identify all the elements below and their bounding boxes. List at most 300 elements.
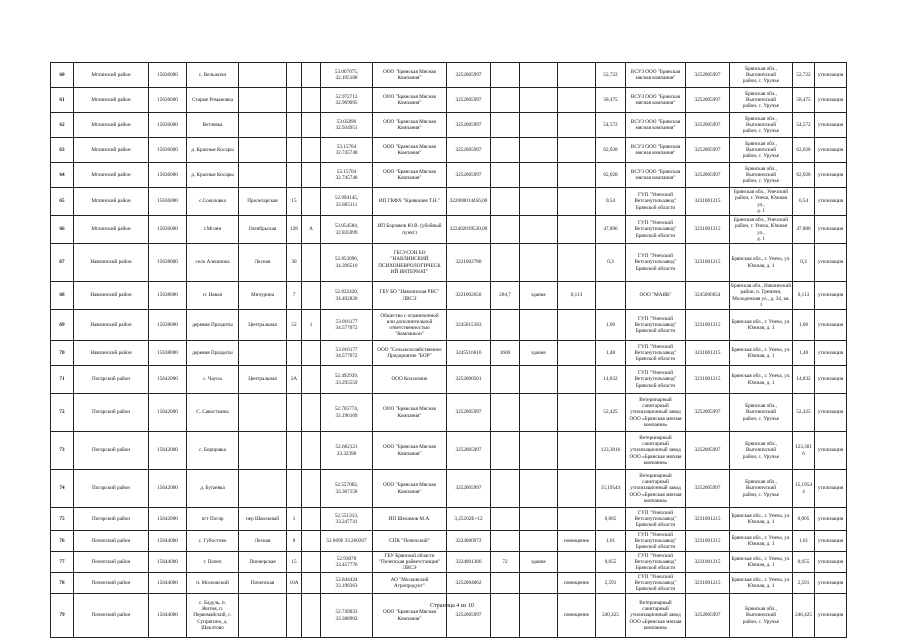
table-cell: 1: [287, 508, 302, 531]
table-cell: [287, 63, 302, 88]
table-cell: 3252005997: [686, 432, 730, 470]
table-cell: [491, 531, 520, 552]
table-cell: 3221002650: [447, 282, 491, 310]
table-cell: ООО "Брянская Мясная Компания": [373, 470, 447, 508]
table-cell: 15638000: [149, 282, 187, 310]
table-cell: 204,7: [491, 282, 520, 310]
table-cell: ГУП "Унечский Ветсанутильзавод" Брянской области: [626, 531, 686, 552]
table-cell: 53.016177 34.577072: [321, 341, 373, 366]
table-cell: 3252005997: [686, 113, 730, 138]
row-number-cell: 62: [51, 113, 74, 138]
table-row: [51, 552, 847, 573]
table-cell: Старые Романовка: [187, 88, 239, 113]
table-cell: 0,005: [793, 508, 815, 531]
table-cell: Мглинский район: [74, 138, 149, 163]
table-cell: здание: [520, 552, 558, 573]
table-cell: [491, 63, 520, 88]
table-cell: утилизация: [815, 310, 847, 341]
table-cell: 0,113: [793, 282, 815, 310]
table-cell: ГУП "Унечский Ветсанутильзавод" Брянской области: [626, 216, 686, 244]
table-cell: [558, 138, 596, 163]
table-cell: 0,3: [596, 244, 626, 282]
table-cell: ВСУЗ ООО "Брянская мясная компания": [626, 88, 686, 113]
table-cell: ООО "Брянская Мясная Компания": [373, 88, 447, 113]
row-number-cell: 60: [51, 63, 74, 88]
table-cell: утилизация: [815, 594, 847, 638]
table-cell: г. Почеп: [187, 552, 239, 573]
row-number-cell: 77: [51, 552, 74, 573]
table-cell: 15644000: [149, 573, 187, 594]
table-cell: [596, 282, 626, 310]
table-cell: Брянская обл., г. Унеча, ул. Южная, д. 1: [730, 366, 793, 394]
table-row: [51, 88, 847, 113]
table-cell: Лесная: [239, 531, 287, 552]
table-cell: [302, 470, 321, 508]
table-cell: утилизация: [815, 216, 847, 244]
row-number-cell: 68: [51, 282, 74, 310]
table-cell: [558, 113, 596, 138]
table-cell: утилизация: [815, 188, 847, 216]
table-cell: г.Мглин: [187, 216, 239, 244]
table-row: [51, 432, 847, 470]
table-cell: 52.844424 33.196363: [321, 573, 373, 594]
table-cell: Мглинский район: [74, 163, 149, 188]
table-cell: Ветеринарный санитарный утилизационный завод ООО «Брянская мясная компания»: [626, 394, 686, 432]
table-row: [51, 63, 847, 88]
table-cell: 3252005997: [447, 470, 491, 508]
table-cell: 0,055: [596, 552, 626, 573]
table-cell: Брянская обл., Выгоничский район, с. Уручье: [730, 163, 793, 188]
table-cell: 15636000: [149, 163, 187, 188]
table-cell: Брянская обл., Выгоничский район, с. Уручье: [730, 394, 793, 432]
table-cell: [302, 594, 321, 638]
table-cell: 62,028: [596, 138, 626, 163]
table-cell: 52.8696 33.260267: [321, 531, 373, 552]
table-cell: ООО "Брянская Мясная Компания": [373, 113, 447, 138]
table-cell: [491, 216, 520, 244]
table-cell: [302, 341, 321, 366]
table-cell: [302, 552, 321, 573]
table-cell: 62,028: [793, 163, 815, 188]
table-cell: [287, 470, 302, 508]
table-cell: утилизация: [815, 573, 847, 594]
table-cell: [302, 244, 321, 282]
table-row: [51, 244, 847, 282]
table-cell: 3252005997: [447, 113, 491, 138]
table-cell: 0,055: [793, 552, 815, 573]
table-cell: с. Бадуль, п. Житня, п. Первомайский, с. Супрягино, д. Щеклтово: [187, 594, 239, 638]
table-cell: Погарский район: [74, 470, 149, 508]
table-cell: [239, 394, 287, 432]
table-cell: ООО "Брянская Мясная Компания": [373, 394, 447, 432]
table-cell: 15636000: [149, 216, 187, 244]
table-cell: здание: [520, 341, 558, 366]
table-cell: 322402839530,00: [447, 216, 491, 244]
table-cell: [558, 508, 596, 531]
table-cell: 52,722: [596, 63, 626, 88]
table-row: [51, 188, 847, 216]
table-cell: 53.054584, 32.835999: [321, 216, 373, 244]
table-cell: с. Чаусы: [187, 366, 239, 394]
table-cell: утилизация: [815, 282, 847, 310]
table-row: [51, 113, 847, 138]
table-cell: с. Борщовка: [187, 432, 239, 470]
table-cell: [287, 341, 302, 366]
table-cell: [239, 470, 287, 508]
table-cell: ГУП "Унечский Ветсанутильзавод" Брянской области: [626, 310, 686, 341]
table-cell: утилизация: [815, 432, 847, 470]
table-cell: [239, 594, 287, 638]
table-cell: [520, 394, 558, 432]
table-cell: [239, 432, 287, 470]
table-cell: [287, 394, 302, 432]
table-cell: 3231001215: [686, 573, 730, 594]
table-cell: 15638000: [149, 244, 187, 282]
table-cell: Брянская обл., г. Унеча, ул. Южная, д. 1: [730, 573, 793, 594]
table-cell: [491, 394, 520, 432]
table-cell: 3252005997: [447, 594, 491, 638]
table-cell: [520, 470, 558, 508]
register-table: [50, 62, 847, 638]
table-cell: [239, 113, 287, 138]
table-cell: [558, 216, 596, 244]
table-cell: [558, 341, 596, 366]
table-cell: ВСУЗ ООО "Брянская мясная компания": [626, 113, 686, 138]
table-cell: Ветлевка: [187, 113, 239, 138]
table-cell: ИП Борзяков Ю.В. (убойный пункт): [373, 216, 447, 244]
table-cell: [558, 366, 596, 394]
table-cell: 52.832420, 34.492820: [321, 282, 373, 310]
table-row: [51, 216, 847, 244]
table-cell: 0,54: [793, 188, 815, 216]
table-cell: здание: [520, 282, 558, 310]
table-cell: Навлинский район: [74, 310, 149, 341]
table-cell: 123,3016: [596, 432, 626, 470]
table-cell: [491, 470, 520, 508]
table-cell: 52: [287, 310, 302, 341]
table-row: [51, 594, 847, 638]
table-cell: 1,48: [596, 341, 626, 366]
table-cell: 54,572: [793, 113, 815, 138]
row-number-cell: 79: [51, 594, 74, 638]
table-cell: утилизация: [815, 552, 847, 573]
table-cell: Брянская обл., Выгоничский район, с. Уручье: [730, 113, 793, 138]
table-cell: [520, 531, 558, 552]
table-cell: [520, 366, 558, 394]
table-cell: Октябрьская: [239, 216, 287, 244]
table-cell: А: [302, 216, 321, 244]
table-cell: [239, 138, 287, 163]
table-cell: Центральная: [239, 366, 287, 394]
table-cell: 3252005997: [447, 138, 491, 163]
table-cell: пер Школьный: [239, 508, 287, 531]
table-cell: Погарский район: [74, 508, 149, 531]
table-cell: 3252005997: [686, 88, 730, 113]
table-cell: 52.705774, 33.196109: [321, 394, 373, 432]
table-cell: утилизация: [815, 508, 847, 531]
row-number-cell: 76: [51, 531, 74, 552]
table-cell: [302, 432, 321, 470]
table-cell: утилизация: [815, 88, 847, 113]
table-cell: ООО "МАЯК": [626, 282, 686, 310]
table-cell: Почепский район: [74, 552, 149, 573]
table-cell: 3231001215: [686, 244, 730, 282]
table-cell: 72: [491, 552, 520, 573]
table-cell: Мглинский район: [74, 113, 149, 138]
table-cell: [520, 310, 558, 341]
table-cell: 15636000: [149, 188, 187, 216]
table-cell: [520, 244, 558, 282]
table-cell: 53.067075, 32.105108: [321, 63, 373, 88]
table-cell: АО "Московский Агропродукт": [373, 573, 447, 594]
table-cell: 15636000: [149, 63, 187, 88]
table-cell: 15: [287, 188, 302, 216]
table-cell: 2А: [287, 366, 302, 394]
table-cell: 3252005997: [686, 63, 730, 88]
table-cell: 0,3: [793, 244, 815, 282]
table-cell: [491, 88, 520, 113]
table-cell: 15636000: [149, 138, 187, 163]
table-cell: 52.93078 33.457776: [321, 552, 373, 573]
table-cell: [558, 470, 596, 508]
table-cell: 1,61: [793, 531, 815, 552]
table-cell: [302, 88, 321, 113]
table-row: [51, 341, 847, 366]
table-cell: 3245516616: [447, 341, 491, 366]
table-cell: 3,25202E+12: [447, 508, 491, 531]
table-cell: п. Московский: [187, 573, 239, 594]
table-cell: [558, 63, 596, 88]
table-cell: пгт Погар: [187, 508, 239, 531]
table-cell: 3231001215: [686, 216, 730, 244]
row-number-cell: 72: [51, 394, 74, 432]
table-cell: 1,06: [596, 310, 626, 341]
table-cell: С. Савостьяны: [187, 394, 239, 432]
table-cell: Брянская обл., Выгоничский район, с. Уручье: [730, 470, 793, 508]
table-cell: утилизация: [815, 394, 847, 432]
table-cell: 2,591: [793, 573, 815, 594]
table-row: [51, 310, 847, 341]
table-cell: Мглинский район: [74, 63, 149, 88]
table-cell: деревня Празднты: [187, 310, 239, 341]
table-row: [51, 470, 847, 508]
table-cell: [520, 113, 558, 138]
table-cell: 3252005997: [447, 432, 491, 470]
table-cell: Пролетарская: [239, 188, 287, 216]
table-cell: [287, 113, 302, 138]
table-cell: 3231001215: [686, 310, 730, 341]
table-cell: Брянская обл., г. Унеча, ул. Южная, д. 1: [730, 244, 793, 282]
table-cell: утилизация: [815, 470, 847, 508]
table-cell: ГУП "Унечский Ветсанутильзавод" Брянской области: [626, 188, 686, 216]
table-cell: [520, 216, 558, 244]
table-cell: 15636000: [149, 113, 187, 138]
table-cell: Ветеринарный санитарный утилизационный завод ООО «Брянская мясная компания»: [626, 594, 686, 638]
table-cell: 52,425: [596, 394, 626, 432]
table-cell: 52.972713 32.969095: [321, 88, 373, 113]
table-cell: [302, 63, 321, 88]
table-cell: Центральная: [239, 310, 287, 341]
table-cell: 1: [302, 310, 321, 341]
table-cell: ГУП "Унечский Ветсанутильзавод" Брянской области: [626, 244, 686, 282]
table-cell: 3252000501: [447, 366, 491, 394]
row-number-cell: 73: [51, 432, 74, 470]
table-cell: село Алешинка: [187, 244, 239, 282]
table-cell: ВСУЗ ООО "Брянская мясная компания": [626, 63, 686, 88]
table-cell: ООО "Брянская Мясная Компания": [373, 163, 447, 188]
table-cell: Почепский район: [74, 594, 149, 638]
table-cell: ВСУЗ ООО "Брянская мясная компания": [626, 163, 686, 188]
table-cell: [491, 432, 520, 470]
table-cell: Пионерская: [239, 552, 287, 573]
table-cell: Брянская обл., Выгоничский район, с. Уручье: [730, 138, 793, 163]
table-row: [51, 531, 847, 552]
table-cell: 52,425: [793, 394, 815, 432]
table-cell: Мглинский район: [74, 88, 149, 113]
table-cell: 1600: [491, 341, 520, 366]
table-cell: 240,425: [596, 594, 626, 638]
table-cell: 15638000: [149, 341, 187, 366]
table-cell: 123,3016: [793, 432, 815, 470]
table-cell: [287, 432, 302, 470]
table-cell: 3221002780: [447, 244, 491, 282]
table-cell: 1,06: [793, 310, 815, 341]
table-cell: 3252005997: [686, 470, 730, 508]
table-cell: Брянская обл., Выгоничский район, с. Уручье: [730, 63, 793, 88]
table-cell: помещение: [558, 594, 596, 638]
table-cell: 15642000: [149, 432, 187, 470]
table-cell: [287, 138, 302, 163]
table-cell: 15636000: [149, 88, 187, 113]
table-cell: [520, 63, 558, 88]
table-cell: [302, 531, 321, 552]
table-cell: [287, 88, 302, 113]
table-cell: 3231001215: [686, 508, 730, 531]
page-number: Страница 4 из 10: [430, 603, 474, 609]
table-cell: [302, 113, 321, 138]
table-cell: 52.749033 33.388902: [321, 594, 373, 638]
table-cell: Ветеринарный санитарный утилизационный завод ООО «Брянская мясная компания»: [626, 470, 686, 508]
table-cell: 62,028: [793, 138, 815, 163]
table-cell: ООО "Брянская Мясная Компания": [373, 138, 447, 163]
table-cell: 3224001366: [447, 552, 491, 573]
table-cell: 3252005997: [447, 163, 491, 188]
table-cell: [491, 573, 520, 594]
table-cell: [239, 341, 287, 366]
table-cell: [520, 188, 558, 216]
table-cell: с. Губостово: [187, 531, 239, 552]
row-number-cell: 75: [51, 508, 74, 531]
table-cell: утилизация: [815, 113, 847, 138]
table-cell: 3252005997: [447, 88, 491, 113]
table-cell: [302, 188, 321, 216]
table-cell: [520, 573, 558, 594]
table-cell: [558, 310, 596, 341]
table-cell: СПК "Почепский": [373, 531, 447, 552]
table-cell: [520, 138, 558, 163]
row-number-cell: 70: [51, 341, 74, 366]
table-row: [51, 394, 847, 432]
table-cell: Почепский район: [74, 573, 149, 594]
table-row: [51, 282, 847, 310]
table-cell: 3252005997: [686, 594, 730, 638]
table-cell: Брянская обл., Выгоничский район, с. Уручье: [730, 88, 793, 113]
table-cell: 2,591: [596, 573, 626, 594]
table-cell: [520, 163, 558, 188]
table-cell: утилизация: [815, 244, 847, 282]
table-cell: 52.557002, 33.367158: [321, 470, 373, 508]
table-cell: [302, 573, 321, 594]
table-row: [51, 573, 847, 594]
table-cell: Почепская: [239, 573, 287, 594]
table-cell: ООО "Брянская Мясная Компания": [373, 432, 447, 470]
table-cell: [239, 163, 287, 188]
table-cell: 3252005997: [447, 63, 491, 88]
table-cell: 15: [287, 552, 302, 573]
table-cell: [302, 366, 321, 394]
table-cell: 3245015183: [447, 310, 491, 341]
table-cell: 3231001215: [686, 188, 730, 216]
table-cell: д. Красные Косары: [187, 138, 239, 163]
table-cell: 3245006654: [686, 282, 730, 310]
table-cell: утилизация: [815, 341, 847, 366]
table-cell: [287, 163, 302, 188]
table-cell: 53.016177 34.577072: [321, 310, 373, 341]
table-row: [51, 508, 847, 531]
row-number-cell: 61: [51, 88, 74, 113]
table-cell: 128: [287, 216, 302, 244]
table-cell: 52,722: [793, 63, 815, 88]
table-cell: с.Соколовка: [187, 188, 239, 216]
table-cell: ГУП "Унечский Ветсанутильзавод" Брянской области: [626, 552, 686, 573]
table-cell: [302, 394, 321, 432]
table-cell: ВСУЗ ООО "Брянская мясная компания": [626, 138, 686, 163]
table-cell: Брянская обл., г. Унеча, ул. Южная, д. 1: [730, 310, 793, 341]
table-cell: ГУП "Унечский Ветсанутильзавод" Брянской области: [626, 341, 686, 366]
table-cell: [239, 88, 287, 113]
table-cell: 0,113: [558, 282, 596, 310]
table-row: [51, 366, 847, 394]
table-cell: [558, 244, 596, 282]
table-cell: [491, 188, 520, 216]
table-cell: Брянская обл., г. Унеча, ул. Южная, д. 1: [730, 341, 793, 366]
table-cell: [520, 594, 558, 638]
table-cell: Мичурина: [239, 282, 287, 310]
table-cell: Брянская обл., Навлинский район, п. Гремячи, Молодежная ул., д. 34, кв. 1: [731, 283, 791, 308]
table-cell: Брянская обл., Унечский район, г. Унеча, Южная ул., д. 1: [730, 188, 793, 216]
table-cell: Мглинский район: [74, 216, 149, 244]
table-cell: деревня Празднты: [187, 341, 239, 366]
table-cell: 3252005997: [686, 163, 730, 188]
table-cell: утилизация: [815, 163, 847, 188]
table-cell: 0,54: [596, 188, 626, 216]
table-cell: 52.551313, 33.247741: [321, 508, 373, 531]
table-cell: Навлинский район: [74, 282, 149, 310]
table-cell: утилизация: [815, 366, 847, 394]
table-cell: помещение: [558, 531, 596, 552]
table-cell: ГУП "Унечский Ветсанутильзавод" Брянской области: [626, 366, 686, 394]
table-cell: [520, 432, 558, 470]
table-row: [51, 138, 847, 163]
table-cell: 3252005997: [686, 138, 730, 163]
table-cell: ГУП "Унечский Ветсанутильзавод" Брянской области: [626, 508, 686, 531]
table-cell: 47,806: [793, 216, 815, 244]
table-cell: п. Навля: [187, 282, 239, 310]
table-cell: утилизация: [815, 531, 847, 552]
table-cell: [491, 508, 520, 531]
table-cell: 3252005997: [686, 394, 730, 432]
table-cell: 52.682121 33.32398: [321, 432, 373, 470]
